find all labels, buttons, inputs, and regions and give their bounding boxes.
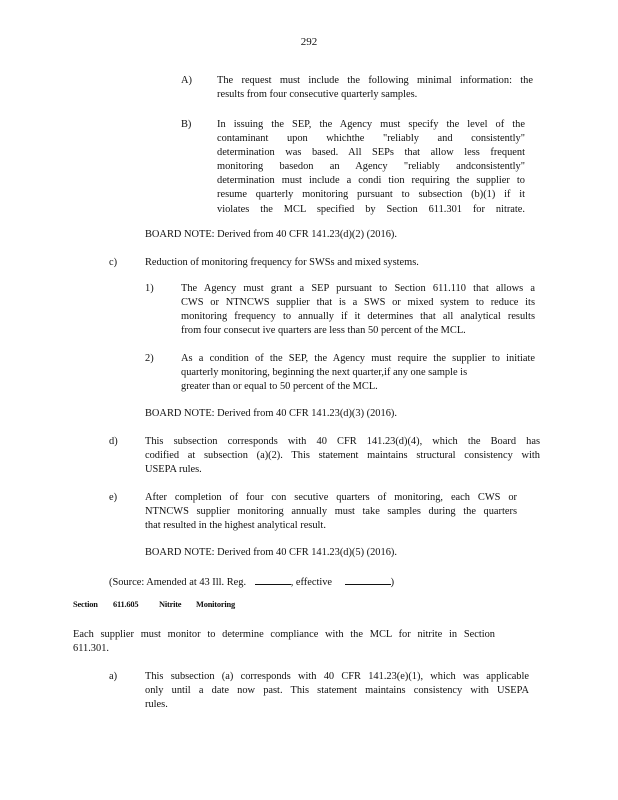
item-label-b-upper: B): [181, 119, 192, 130]
section-title-word: Monitoring: [196, 600, 235, 609]
text-line: USEPA rules.: [145, 464, 202, 476]
effective-date-blank: [345, 574, 391, 585]
text-line: As a condition of the SEP, the Agency must require the supplier to initiate: [181, 353, 535, 364]
text-line: only until a date now past. This statement maintains consistency with USEPA: [145, 685, 529, 697]
item-c-text: Reduction of monitoring frequency for SWSs and mixed systems.: [145, 257, 419, 268]
text-line: quarterly monitoring, beginning the next quarter,if any one sample is: [181, 367, 468, 379]
board-note: BOARD NOTE: Derived from 40 CFR 141.23(d)(2) (2016).: [145, 229, 397, 240]
item-e-text: [145, 491, 517, 533]
item-b-upper-text: [217, 118, 525, 217]
item-label-c2: 2): [145, 353, 154, 364]
text-line: Each supplier must monitor to determine compliance with the MCL for nitrite in Section: [73, 629, 495, 640]
item-a-upper-text: [217, 74, 533, 102]
page-number: 292: [300, 36, 318, 48]
text-line: In issuing the SEP, the Agency must specify the level of the: [217, 119, 525, 130]
item-d-text: [145, 435, 540, 477]
item-label-d: d): [109, 436, 118, 447]
text-line: monitoring frequency to annually if it determines that all analytical results: [181, 311, 535, 323]
item-label-a: a): [109, 671, 118, 682]
text-line: CWS or NTNCWS supplier that is a SWS or mixed system to reduce its: [181, 297, 535, 309]
source-note: [109, 574, 394, 590]
text-line: This subsection corresponds with 40 CFR 141.23(d)(4), which the Board has: [145, 436, 540, 447]
text-line: violates the MCL specified by Section 611.301 for nitrate.: [217, 203, 525, 215]
text-line: results from four consecutive quarterly samples.: [217, 89, 418, 101]
text-line: codified at subsection (a)(2). This statement maintains structural consistency with: [145, 450, 540, 462]
text-line: After completion of four con secutive quarters of monitoring, each CWS or: [145, 492, 517, 503]
item-label-c: c): [109, 257, 118, 268]
item-label-c1: 1): [145, 283, 154, 294]
text-line: from four consecut ive quarters are less than 50 percent of the MCL.: [181, 325, 466, 337]
source-prefix: (Source: Amended at 43 Ill. Reg.: [109, 577, 247, 588]
text-line: The request must include the following minimal information: the: [217, 75, 533, 86]
item-label-e: e): [109, 492, 118, 503]
text-line: 611.301.: [73, 643, 109, 655]
text-line: monitoring basedon an Agency "reliably andconsistently": [217, 161, 525, 173]
text-line: contaminant upon whichthe "reliably and consistently": [217, 133, 525, 145]
section-title-word: Nitrite: [159, 600, 182, 609]
source-effective: , effective: [290, 577, 333, 588]
text-line: This subsection (a) corresponds with 40 CFR 141.23(e)(1), which was applicable: [145, 671, 529, 682]
item-label-a-upper: A): [181, 75, 192, 86]
text-line: rules.: [145, 699, 168, 711]
text-line: greater than or equal to 50 percent of the MCL.: [181, 381, 378, 393]
section-word: Section: [73, 600, 98, 609]
text-line: determination was based. All SEPs that allow less frequent: [217, 147, 525, 159]
text-line: resume quarterly monitoring pursuant to subsection (b)(1) if it: [217, 189, 525, 201]
text-line: determination must include a condi tion requiring the supplier to: [217, 175, 525, 187]
section-number: 611.605: [113, 600, 139, 609]
board-note: BOARD NOTE: Derived from 40 CFR 141.23(d)(5) (2016).: [145, 547, 397, 558]
source-close: ): [390, 577, 395, 588]
item-a-text: [145, 670, 529, 712]
register-blank: [255, 574, 291, 585]
text-line: that resulted in the highest analytical result.: [145, 520, 326, 532]
item-c1-text: [181, 282, 535, 338]
item-c2-text: [181, 352, 535, 394]
board-note: BOARD NOTE: Derived from 40 CFR 141.23(d)(3) (2016).: [145, 408, 397, 419]
section-body: [73, 628, 495, 656]
text-line: NTNCWS supplier monitoring annually must take samples during the quarters: [145, 506, 517, 518]
text-line: The Agency must grant a SEP pursuant to Section 611.110 that allows a: [181, 283, 535, 294]
